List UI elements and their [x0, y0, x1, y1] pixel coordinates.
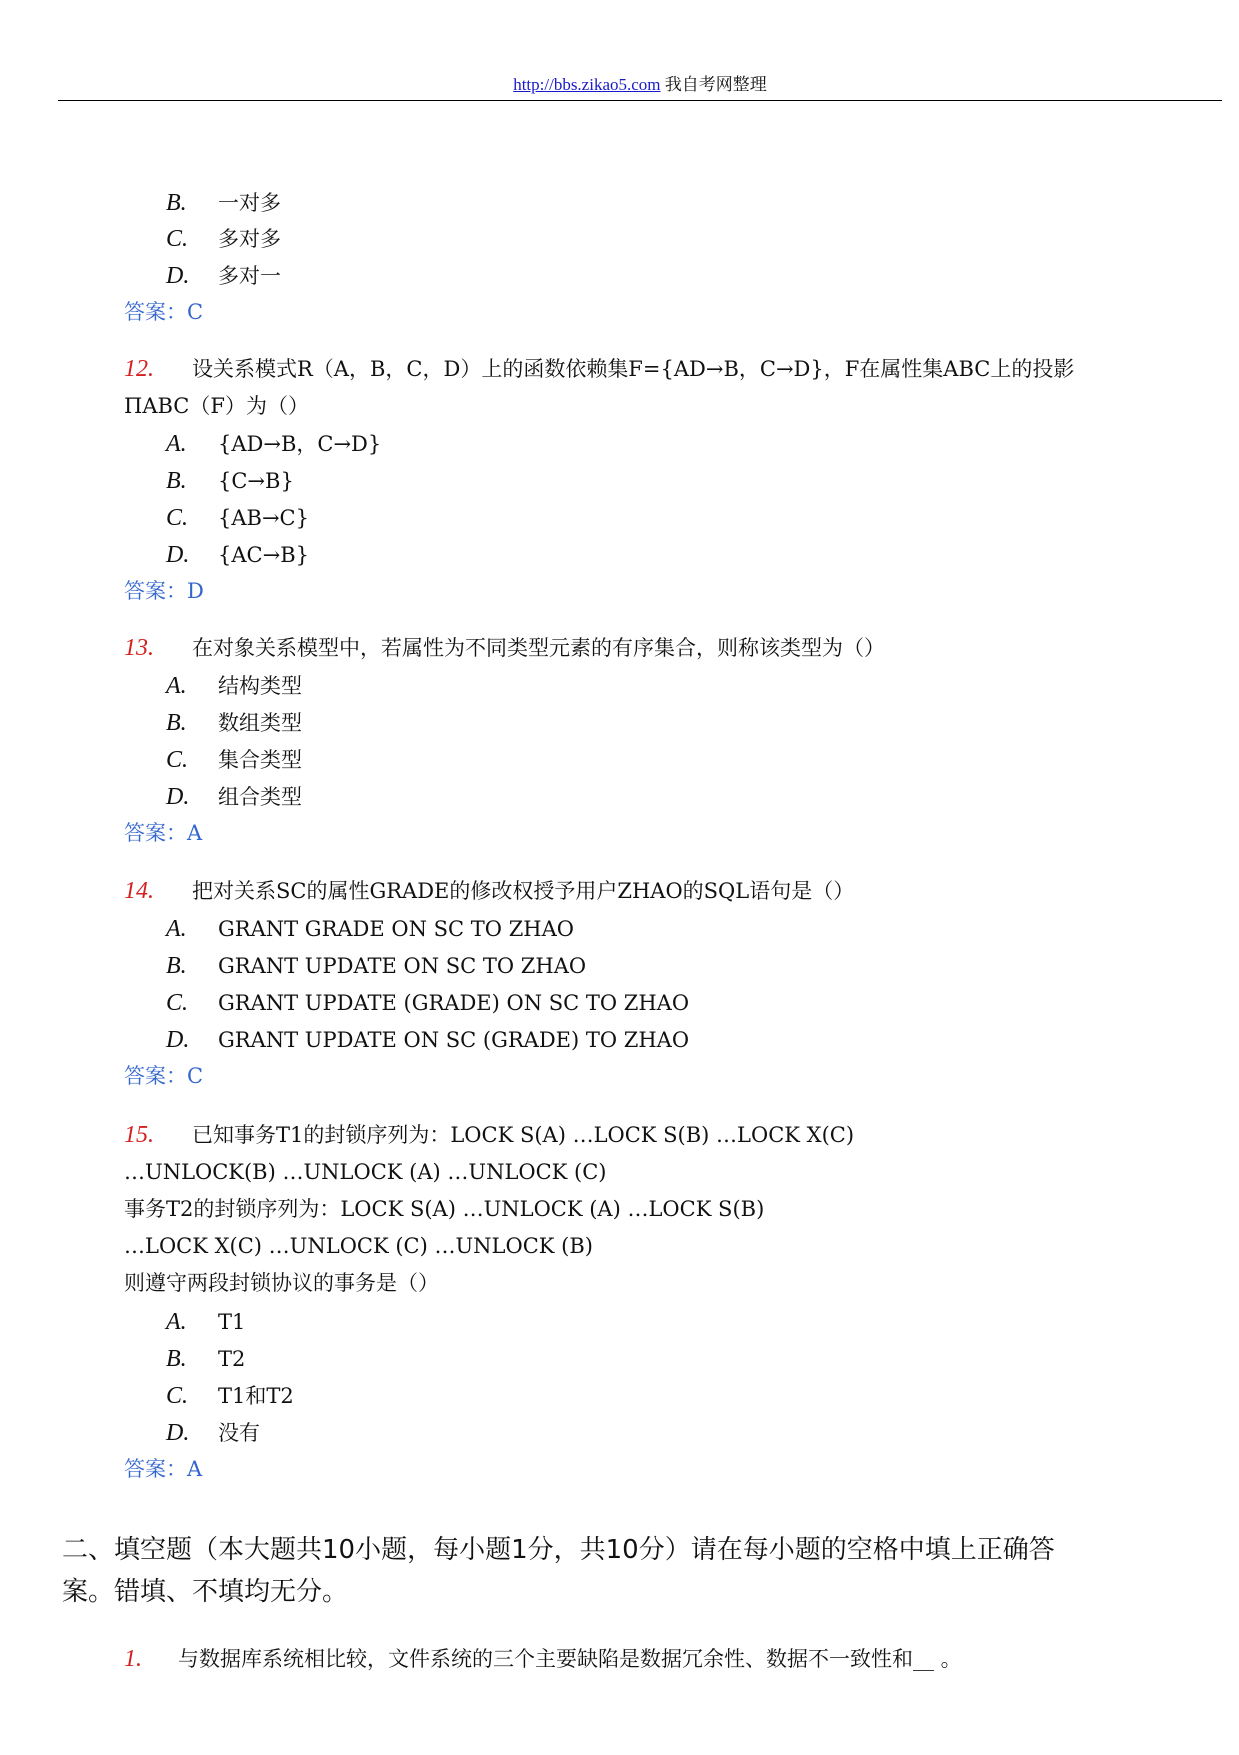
q13-option-d: D. 组合类型 [166, 784, 302, 810]
q12-option-d: D. {AC→B} [166, 542, 309, 568]
q12-stem-cont: ΠABC（F）为（） [124, 394, 309, 418]
q15-option-a: A. T1 [166, 1309, 246, 1335]
q15-option-c: C. T1和T2 [166, 1383, 294, 1409]
q13-stem: 13. 在对象关系模型中，若属性为不同类型元素的有序集合，则称该类型为（） [124, 635, 885, 661]
q12-option-b: B. {C→B} [166, 468, 294, 494]
q14-option-c: C. GRANT UPDATE (GRADE) ON SC TO ZHAO [166, 990, 690, 1016]
q13-option-a: A. 结构类型 [166, 673, 302, 699]
header-link[interactable]: http://bbs.zikao5.com [513, 75, 661, 94]
q15-stem-line3: 事务T2的封锁序列为：LOCK S(A) …UNLOCK (A) …LOCK S(B) [124, 1197, 765, 1221]
q11-answer: 答案：C [124, 300, 204, 324]
q15-option-d: D. 没有 [166, 1420, 260, 1446]
q15-stem-line4: …LOCK X(C) …UNLOCK (C) …UNLOCK (B) [124, 1234, 593, 1258]
q11-option-c: C. 多对多 [166, 226, 281, 252]
q13-answer: 答案：A [124, 821, 203, 845]
section2-heading-cont: 案。错填、不填均无分。 [62, 1577, 349, 1607]
header-site: 我自考网整理 [664, 75, 767, 94]
q11-option-b: B. 一对多 [166, 190, 281, 216]
q15-option-b: B. T2 [166, 1346, 246, 1372]
q15-stem-line5: 则遵守两段封锁协议的事务是（） [124, 1271, 439, 1295]
q12-option-a: A. {AD→B，C→D} [166, 431, 382, 457]
q14-answer: 答案：C [124, 1064, 204, 1088]
page-header [60, 70, 1220, 95]
q14-stem: 14. 把对关系SC的属性GRADE的修改权授予用户ZHAO的SQL语句是（） [124, 878, 855, 904]
q12-answer: 答案：D [124, 579, 204, 603]
q15-answer: 答案：A [124, 1457, 203, 1481]
section2-heading: 二、填空题（本大题共10小题，每小题1分，共10分）请在每小题的空格中填上正确答 [62, 1535, 1055, 1565]
q13-option-c: C. 集合类型 [166, 747, 302, 773]
q13-option-b: B. 数组类型 [166, 710, 302, 736]
q12-option-c: C. {AB→C} [166, 505, 309, 531]
header-rule [58, 100, 1222, 101]
q14-option-b: B. GRANT UPDATE ON SC TO ZHAO [166, 953, 587, 979]
q15-stem-line2: …UNLOCK(B) …UNLOCK (A) …UNLOCK (C) [124, 1160, 607, 1184]
q14-option-a: A. GRANT GRADE ON SC TO ZHAO [166, 916, 574, 942]
fill-q1: 1. 与数据库系统相比较，文件系统的三个主要缺陷是数据冗余性、数据不一致性和__ 。 [124, 1646, 962, 1672]
q11-option-d: D. 多对一 [166, 263, 281, 289]
q12-stem: 12. 设关系模式R（A，B，C，D）上的函数依赖集F={AD→B，C→D}，F在属性集ABC上的投影 [124, 356, 1075, 382]
q15-stem: 15. 已知事务T1的封锁序列为：LOCK S(A) …LOCK S(B) …LOCK X(C) [124, 1122, 855, 1148]
q14-option-d: D. GRANT UPDATE ON SC (GRADE) TO ZHAO [166, 1027, 690, 1053]
